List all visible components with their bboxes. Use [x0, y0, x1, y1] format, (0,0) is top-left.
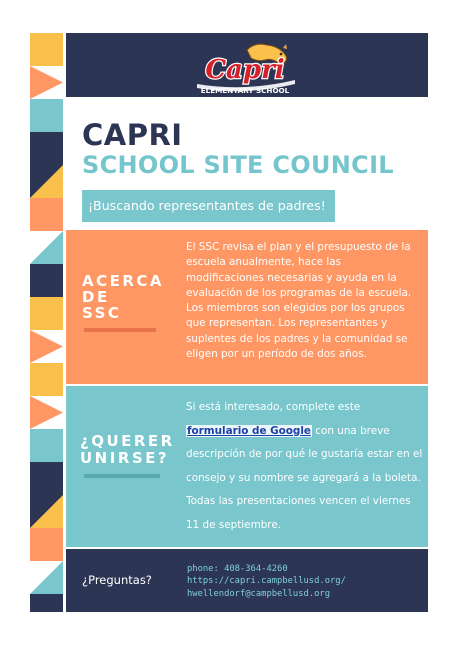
- join-heading: [80, 433, 180, 467]
- about-heading-line: SSC: [82, 304, 122, 322]
- join-heading-line: ¿QUERER: [80, 432, 175, 450]
- page-subtitle: SCHOOL SITE COUNCIL: [82, 151, 394, 179]
- website-link[interactable]: https://capri.campbellusd.org/: [187, 576, 346, 587]
- join-body: [186, 396, 426, 537]
- email-link[interactable]: hwellendorf@campbellusd.org: [187, 588, 330, 599]
- join-accent-bar: [84, 474, 160, 478]
- stripe-tile: [30, 99, 63, 132]
- google-form-link[interactable]: formulario de Google: [187, 424, 311, 437]
- stripe-tile: [30, 594, 63, 612]
- stripe-tile: [30, 132, 63, 165]
- about-heading: [82, 273, 182, 321]
- phone-number: phone: 408-364-4260: [187, 564, 288, 574]
- stripe-tile: [30, 429, 63, 462]
- stripe-tile: [30, 33, 63, 66]
- logo-tagline: ELEMENTARY SCHOOL: [200, 86, 290, 95]
- stripe-tile: [30, 264, 63, 297]
- join-body-intro: Si está interesado, complete este: [186, 401, 361, 413]
- stripe-tile: [30, 198, 63, 231]
- about-accent-bar: [84, 328, 156, 332]
- recruitment-banner: ¡Buscando representantes de padres!: [82, 190, 335, 222]
- contact-info: [187, 563, 346, 600]
- about-heading-line: DE: [82, 288, 110, 306]
- about-body: El SSC revisa el plan y el presupuesto de la escuela anualmente, hace las modificaciones necesarias y ayuda en la evaluación de los programas de la escuela. Los miembros son elegidos por los grupos que representan. Los representantes y suplentes de los padres y la comunidad se eligen por un período de dos años.: [186, 241, 412, 361]
- stripe-tile: [30, 363, 63, 396]
- stripe-tile: [30, 462, 63, 495]
- stripe-tile: [30, 528, 63, 561]
- join-body-rest: con una breve descripción de por qué le gustaría estar en el consejo y su nombre se agregará a la boleta. Todas las presentaciones vencen el viernes 11 de septiembre.: [186, 424, 423, 531]
- logo-wordmark: Capri: [205, 55, 285, 85]
- questions-label: ¿Preguntas?: [82, 573, 152, 587]
- decorative-stripe: [30, 33, 63, 612]
- stripe-tile: [30, 297, 63, 330]
- page-title: CAPRI: [82, 118, 183, 152]
- about-heading-line: ACERCA: [82, 272, 165, 290]
- join-heading-line: UNIRSE?: [80, 449, 170, 467]
- capri-logo: [185, 40, 305, 96]
